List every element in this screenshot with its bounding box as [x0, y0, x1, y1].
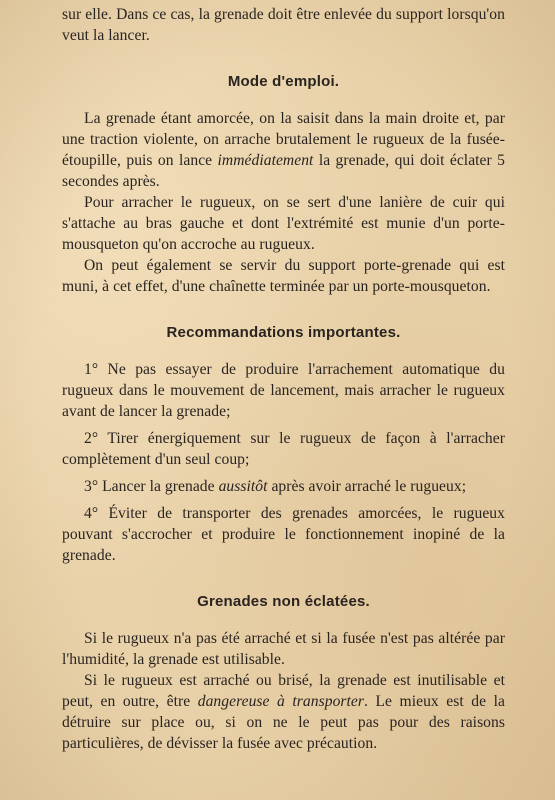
recommendation-3-text-b: après avoir arraché le rugueux;	[267, 478, 467, 495]
recommendation-3-emphasis: aussitôt	[218, 478, 268, 495]
paragraph-usage-1-text-a: La grenade étant amorcée, on la saisit dans la main droite et, par une traction violente, on arrache brutalement le rugueux de la fusée-étoupille, puis on lance	[62, 110, 505, 169]
paragraph-usage-1-emphasis: immédiatement	[217, 152, 314, 169]
recommendation-2: 2° Tirer énergiquement sur le rugueux de façon à l'arracher complètement d'un seul coup;	[62, 430, 505, 468]
heading-mode-emploi: Mode d'emploi.	[227, 73, 340, 90]
paragraph-unexploded-2-text-b: . Le mieux est de la détruire sur place ou, si on ne le peut pas pour des raisons particulières, de dévisser la fusée avec précaution.	[62, 693, 505, 752]
recommendation-4: 4° Éviter de transporter des grenades amorcées, le rugueux pouvant s'accrocher et produire le fonctionnement inopiné de la grenade.	[62, 505, 505, 564]
paragraph-usage-1	[62, 108, 505, 192]
recommendation-1: 1° Ne pas essayer de produire l'arrachement automatique du rugueux dans le mouvement de lancement, mais arracher le rugueux avant de lancer la grenade;	[62, 361, 505, 420]
paragraph-usage-2: Pour arracher le rugueux, on se sert d'une lanière de cuir qui s'attache au bras gauche et dont l'extrémité est munie d'un porte-mousqueton qu'on accroche au rugueux.	[62, 194, 505, 253]
paragraph-unexploded-2-emphasis: dangereuse à transporter	[197, 693, 365, 710]
paragraph-unexploded-1: Si le rugueux n'a pas été arraché et si la fusée n'est pas altérée par l'humidité, la grenade est utilisable.	[62, 630, 505, 668]
paragraph-usage-3: On peut également se servir du support porte-grenade qui est muni, à cet effet, d'une chaînette terminée par un porte-mousqueton.	[62, 257, 505, 295]
heading-grenades-non-eclatees: Grenades non éclatées.	[197, 593, 370, 610]
recommendation-3-text-a: 3° Lancer la grenade	[84, 478, 219, 495]
heading-recommandations: Recommandations importantes.	[166, 324, 401, 341]
paragraph-unexploded-2	[62, 670, 505, 754]
paragraph-usage-1-text-b: la grenade, qui doit éclater 5 secondes après.	[62, 152, 505, 190]
paragraph-unexploded-2-text-a: Si le rugueux est arraché ou brisé, la grenade est inutilisable et peut, en outre, être	[62, 672, 505, 710]
paragraph-continuation: sur elle. Dans ce cas, la grenade doit être enlevée du support lorsqu'on veut la lancer.	[62, 6, 505, 44]
recommendation-3	[62, 476, 505, 497]
